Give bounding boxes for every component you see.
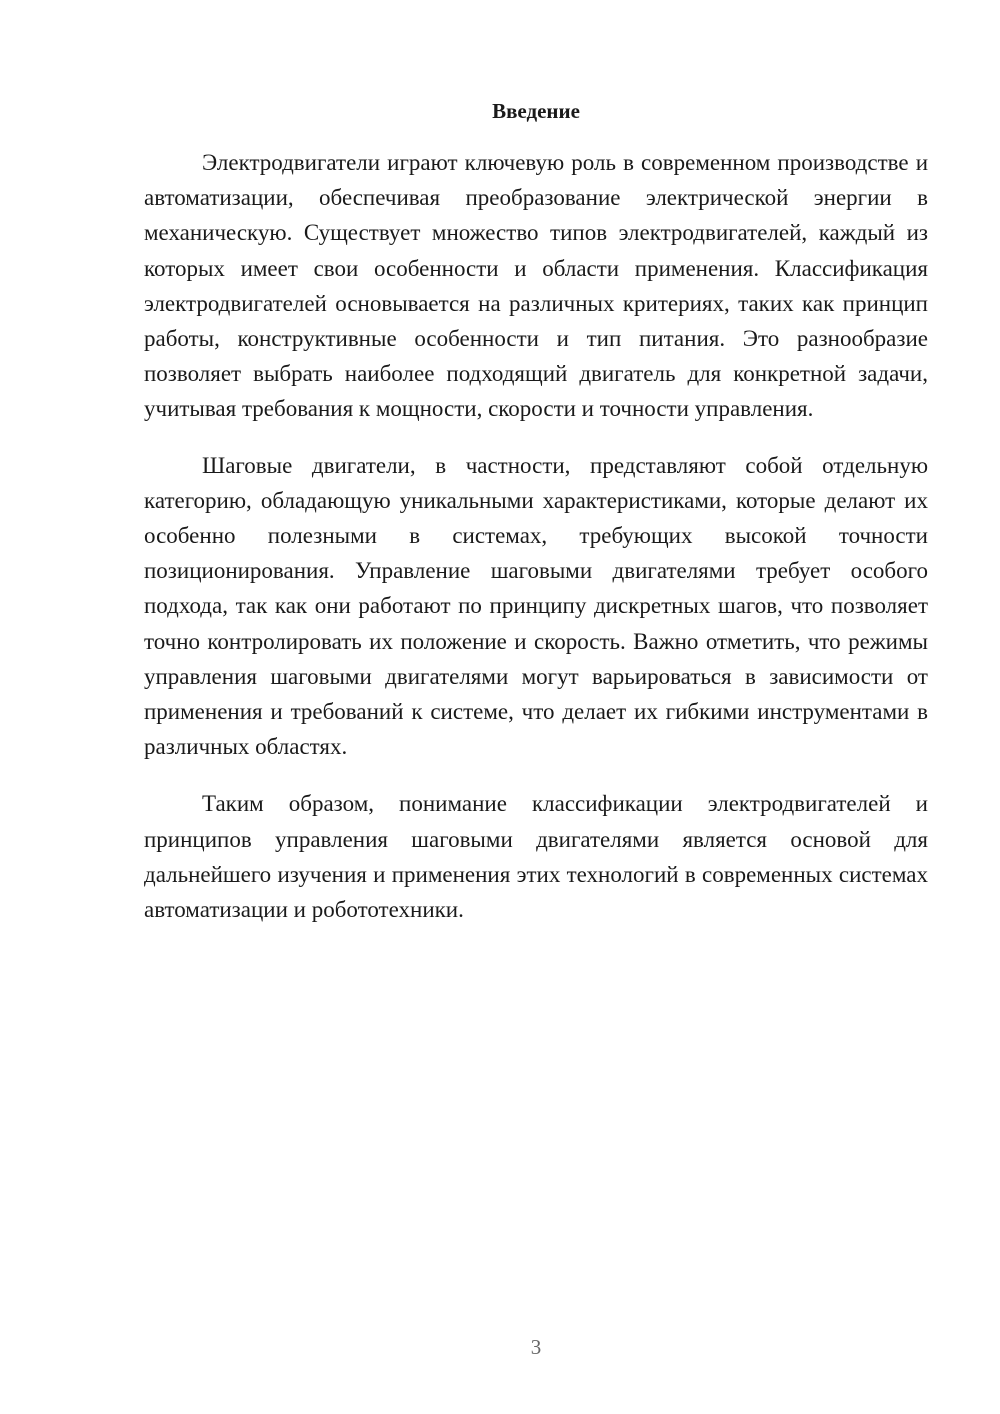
paragraph-stepper-motors: Шаговые двигатели, в частности, представляют собой отдельную категорию, обладающую уникальными характеристиками, которые делают их особенно полезными в системах, требующих высокой точности позиционирования. Управление шаговыми двигателями требует особого подхода, так как они работают по принципу дискретных шагов, что позволяет точно контролировать их положение и скорость. Важно отметить, что режимы управления шаговыми двигателями могут варьироваться в зависимости от применения и требований к системе, что делает их гибкими инструментами в различных областях. bbox=[144, 452, 928, 760]
section-title: Введение bbox=[492, 99, 580, 123]
paragraph-conclusion: Таким образом, понимание классификации электродвигателей и принципов управления шаговыми двигателями является основой для дальнейшего изучения и применения этих технологий в современных системах автоматизации и робототехники. bbox=[144, 791, 928, 923]
paragraph-intro: Электродвигатели играют ключевую роль в современном производстве и автоматизации, обеспечивая преобразование электрической энергии в механическую. Существует множество типов электродвигателей, каждый из которых имеет свои особенности и области применения. Классификация электродвигателей основывается на различных критериях, таких как принцип работы, конструктивные особенности и тип питания. Это разнообразие позволяет выбрать наиболее подходящий двигатель для конкретной задачи, учитывая требования к мощности, скорости и точности управления. bbox=[144, 150, 928, 422]
page-content bbox=[144, 96, 928, 927]
page-number: 3 bbox=[530, 1335, 542, 1359]
